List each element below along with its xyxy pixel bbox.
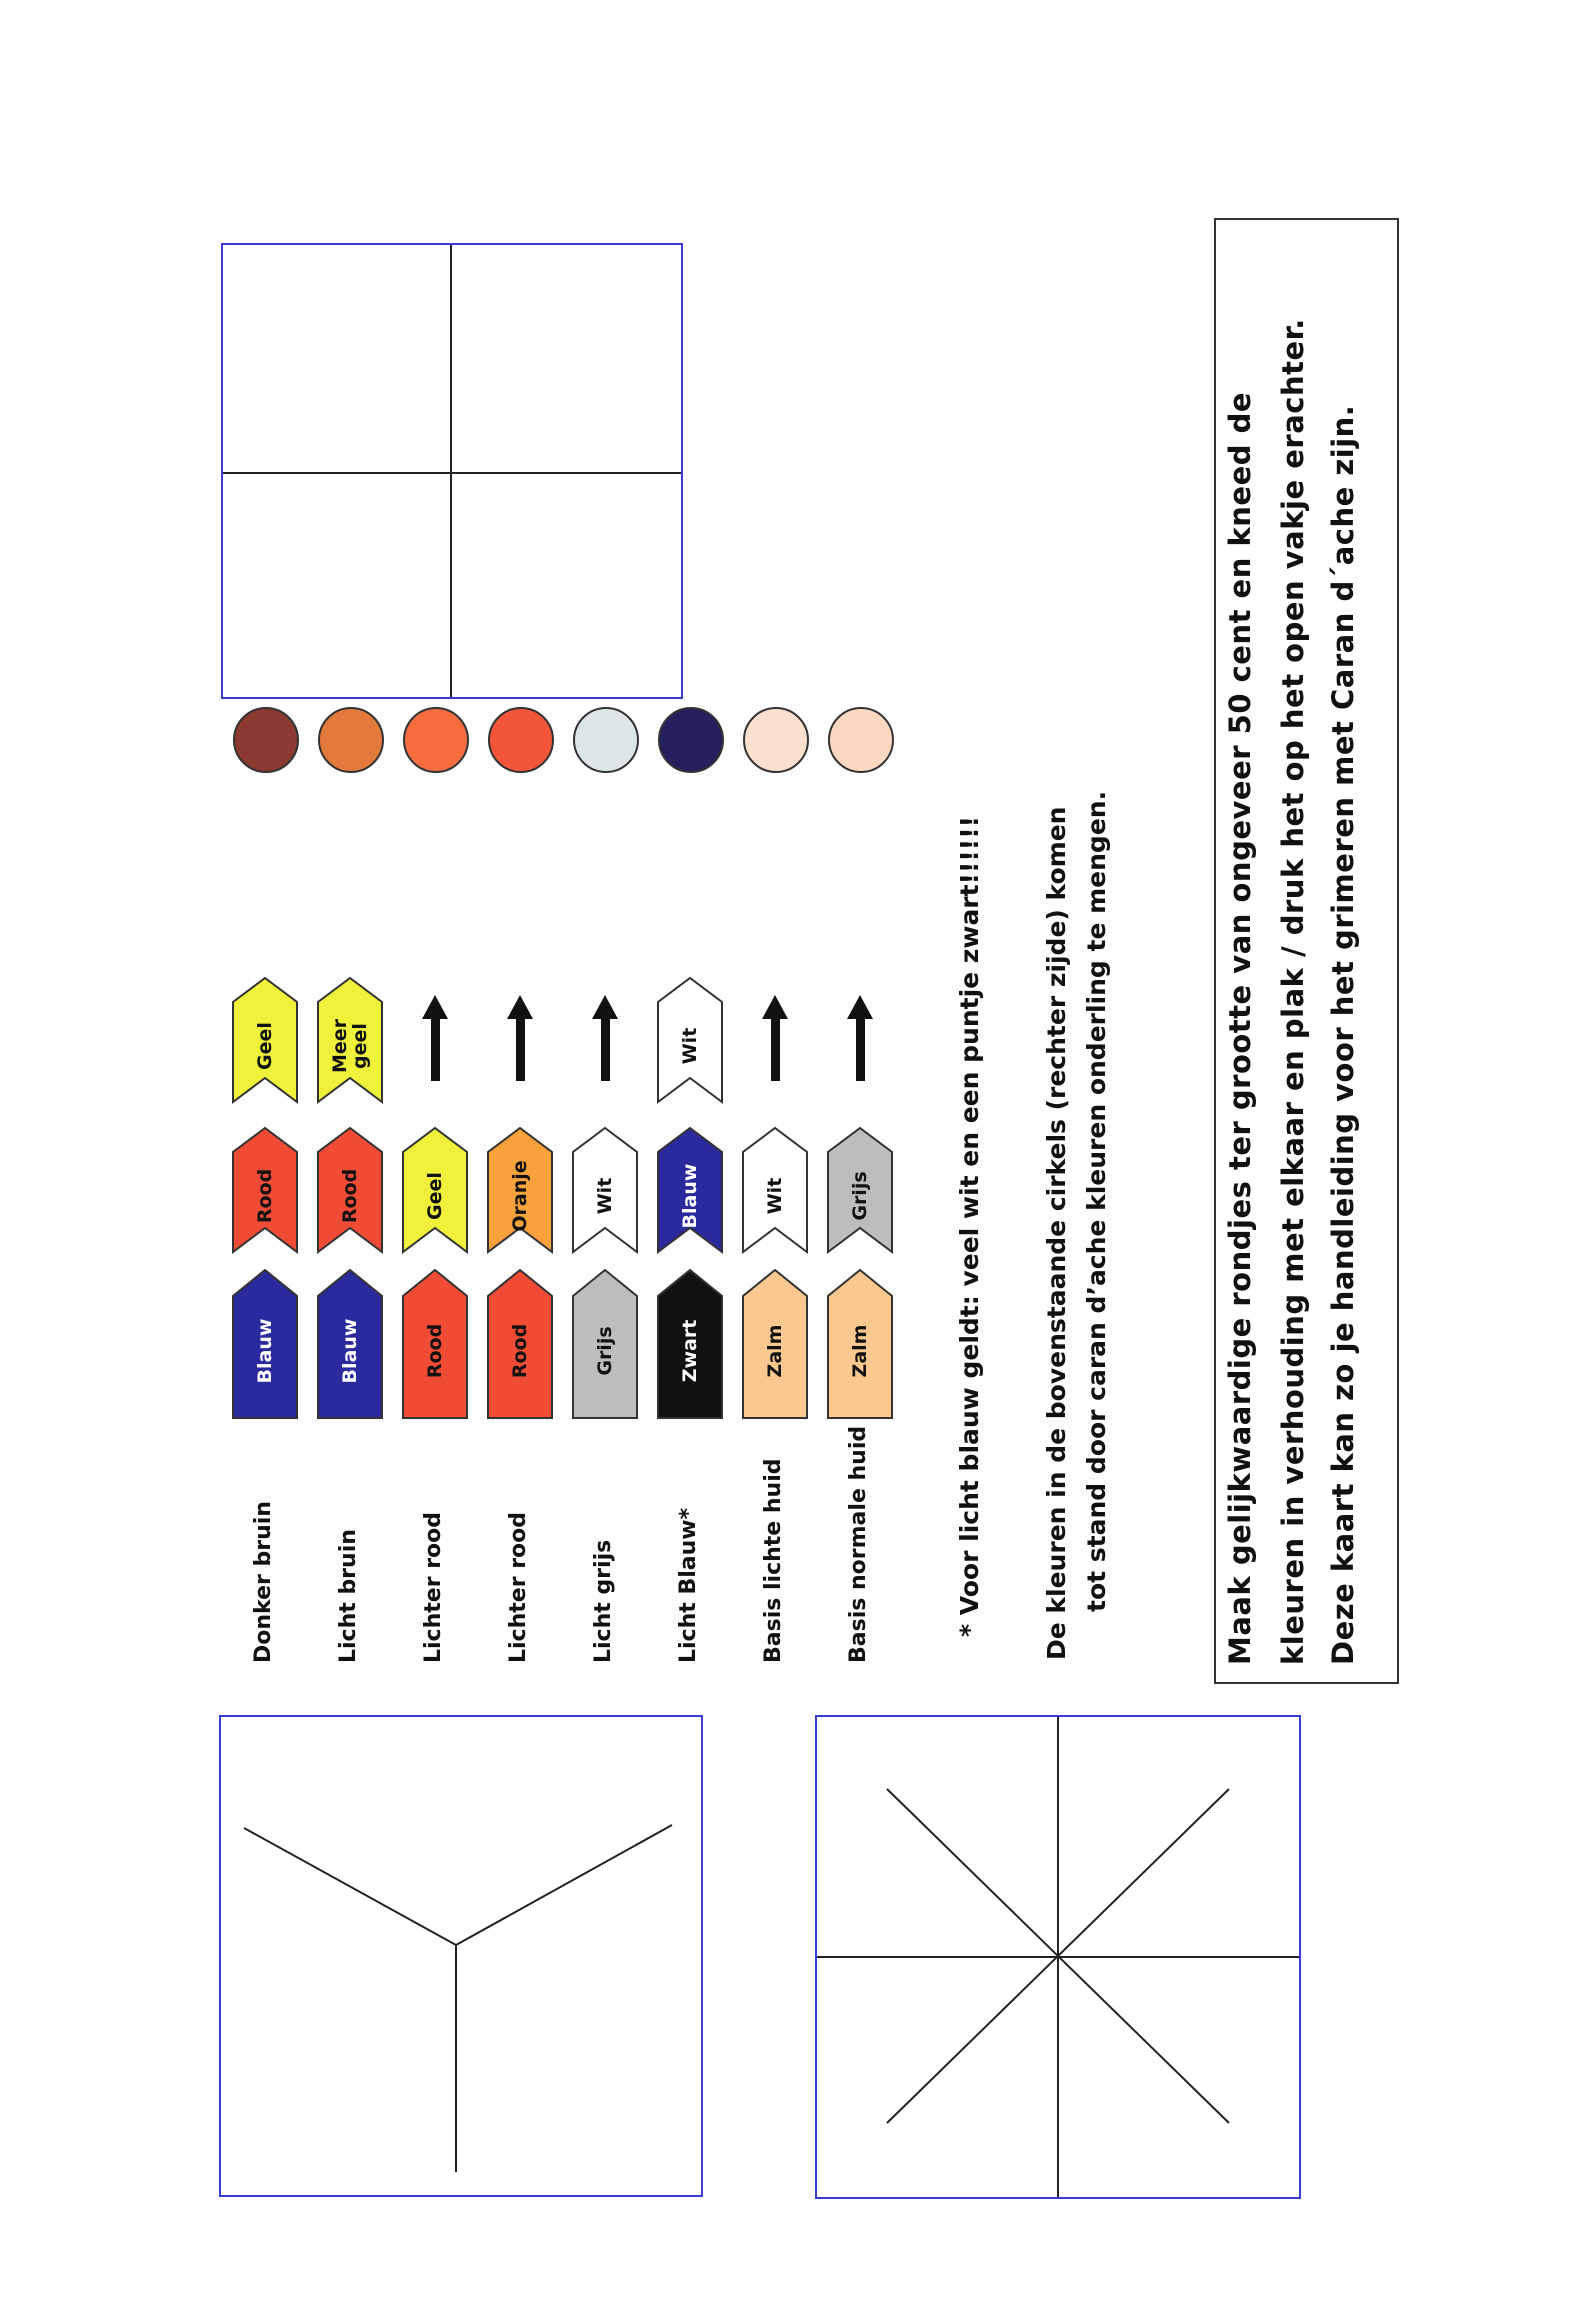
eight-way-lines — [817, 1717, 1299, 2197]
grid-four-squares — [221, 243, 683, 699]
color-tag-label: Oranje — [509, 1160, 531, 1232]
circle-lichter-rood-1 — [403, 707, 469, 773]
color-tag — [573, 1128, 637, 1252]
color-tag — [233, 1128, 297, 1252]
row-label: Licht bruin — [336, 1529, 361, 1663]
color-tag-label: Zalm — [764, 1324, 786, 1378]
color-tag — [488, 1270, 552, 1418]
three-way-lines — [221, 1717, 701, 2195]
color-tag — [318, 1128, 382, 1252]
grid-three-way — [219, 1715, 703, 2197]
grid-divider-vertical — [450, 245, 452, 697]
color-tag-label: Rood — [509, 1324, 531, 1379]
arrow-up-icon — [590, 995, 620, 1085]
color-tag — [743, 1270, 807, 1418]
color-tag — [403, 1270, 467, 1418]
row-label: Licht Blauw* — [676, 1507, 701, 1663]
color-tag-label: Rood — [254, 1169, 276, 1224]
blue-note: * Voor licht blauw geldt: veel wit en een puntje zwart!!!!!! — [955, 816, 984, 1637]
circle-lichter-rood-2 — [488, 707, 554, 773]
circle-licht-grijs — [573, 707, 639, 773]
circle-basis-lichte-huid — [743, 707, 809, 773]
row-label: Lichter rood — [506, 1511, 531, 1663]
grid-eight-way — [815, 1715, 1301, 2199]
color-tag-label: Wit — [764, 1177, 786, 1215]
color-tag-label: Wit — [679, 1027, 701, 1065]
row-label: Lichter rood — [421, 1511, 446, 1663]
color-tag-label: Blauw — [679, 1163, 701, 1229]
color-tag — [828, 1128, 892, 1252]
circle-donker-bruin — [233, 707, 299, 773]
row-label: Basis lichte huid — [761, 1458, 786, 1663]
circles-note-line1: De kleuren in de bovenstaande cirkels (rechter zijde) komen — [1042, 806, 1071, 1660]
row-label: Donker bruin — [251, 1501, 276, 1663]
circle-licht-blauw — [658, 707, 724, 773]
color-tag-label: Rood — [339, 1169, 361, 1224]
color-tag — [403, 1128, 467, 1252]
color-tag-label: Grijs — [594, 1326, 616, 1377]
grid-divider-horizontal — [223, 472, 681, 474]
color-tag-label: Zwart — [679, 1320, 701, 1383]
instruction-line2: kleuren in verhouding met elkaar en plak / druk het op het open vakje erachter. — [1276, 318, 1310, 1665]
arrow-up-icon — [505, 995, 535, 1085]
color-tag-label: Grijs — [849, 1171, 871, 1221]
color-tag-label: Blauw — [254, 1318, 276, 1384]
color-tag — [318, 978, 382, 1102]
instruction-line1: Maak gelijkwaardige rondjes ter grootte van ongeveer 50 cent en kneed de — [1223, 391, 1257, 1665]
color-tag — [233, 978, 297, 1102]
arrow-up-icon — [845, 995, 875, 1085]
circle-basis-normale-huid — [828, 707, 894, 773]
row-label: Licht grijs — [591, 1539, 616, 1663]
color-tag — [658, 1270, 722, 1418]
color-tag — [233, 1270, 297, 1418]
color-tag-label: Meer geel — [329, 1019, 371, 1074]
arrow-up-icon — [760, 995, 790, 1085]
color-tag — [658, 1128, 722, 1252]
color-tag — [488, 1128, 552, 1252]
color-tag — [318, 1270, 382, 1418]
color-tag — [828, 1270, 892, 1418]
instruction-line3: Deze kaart kan zo je handleiding voor het grimeren met Caran d´ache zijn. — [1326, 404, 1360, 1665]
circle-licht-bruin — [318, 707, 384, 773]
color-tag-label: Zalm — [849, 1324, 871, 1378]
color-tag-label: Geel — [424, 1172, 446, 1221]
row-label: Basis normale huid — [846, 1425, 871, 1663]
circles-note-line2: tot stand door caran d’ache kleuren onderling te mengen. — [1082, 790, 1111, 1612]
color-tag-label: Geel — [254, 1022, 276, 1071]
color-tag-label: Wit — [594, 1177, 616, 1215]
color-tag — [573, 1270, 637, 1418]
color-tag-label: Rood — [424, 1324, 446, 1379]
arrow-up-icon — [420, 995, 450, 1085]
color-tag-label: Blauw — [339, 1318, 361, 1384]
color-tag — [743, 1128, 807, 1252]
color-tag — [658, 978, 722, 1102]
